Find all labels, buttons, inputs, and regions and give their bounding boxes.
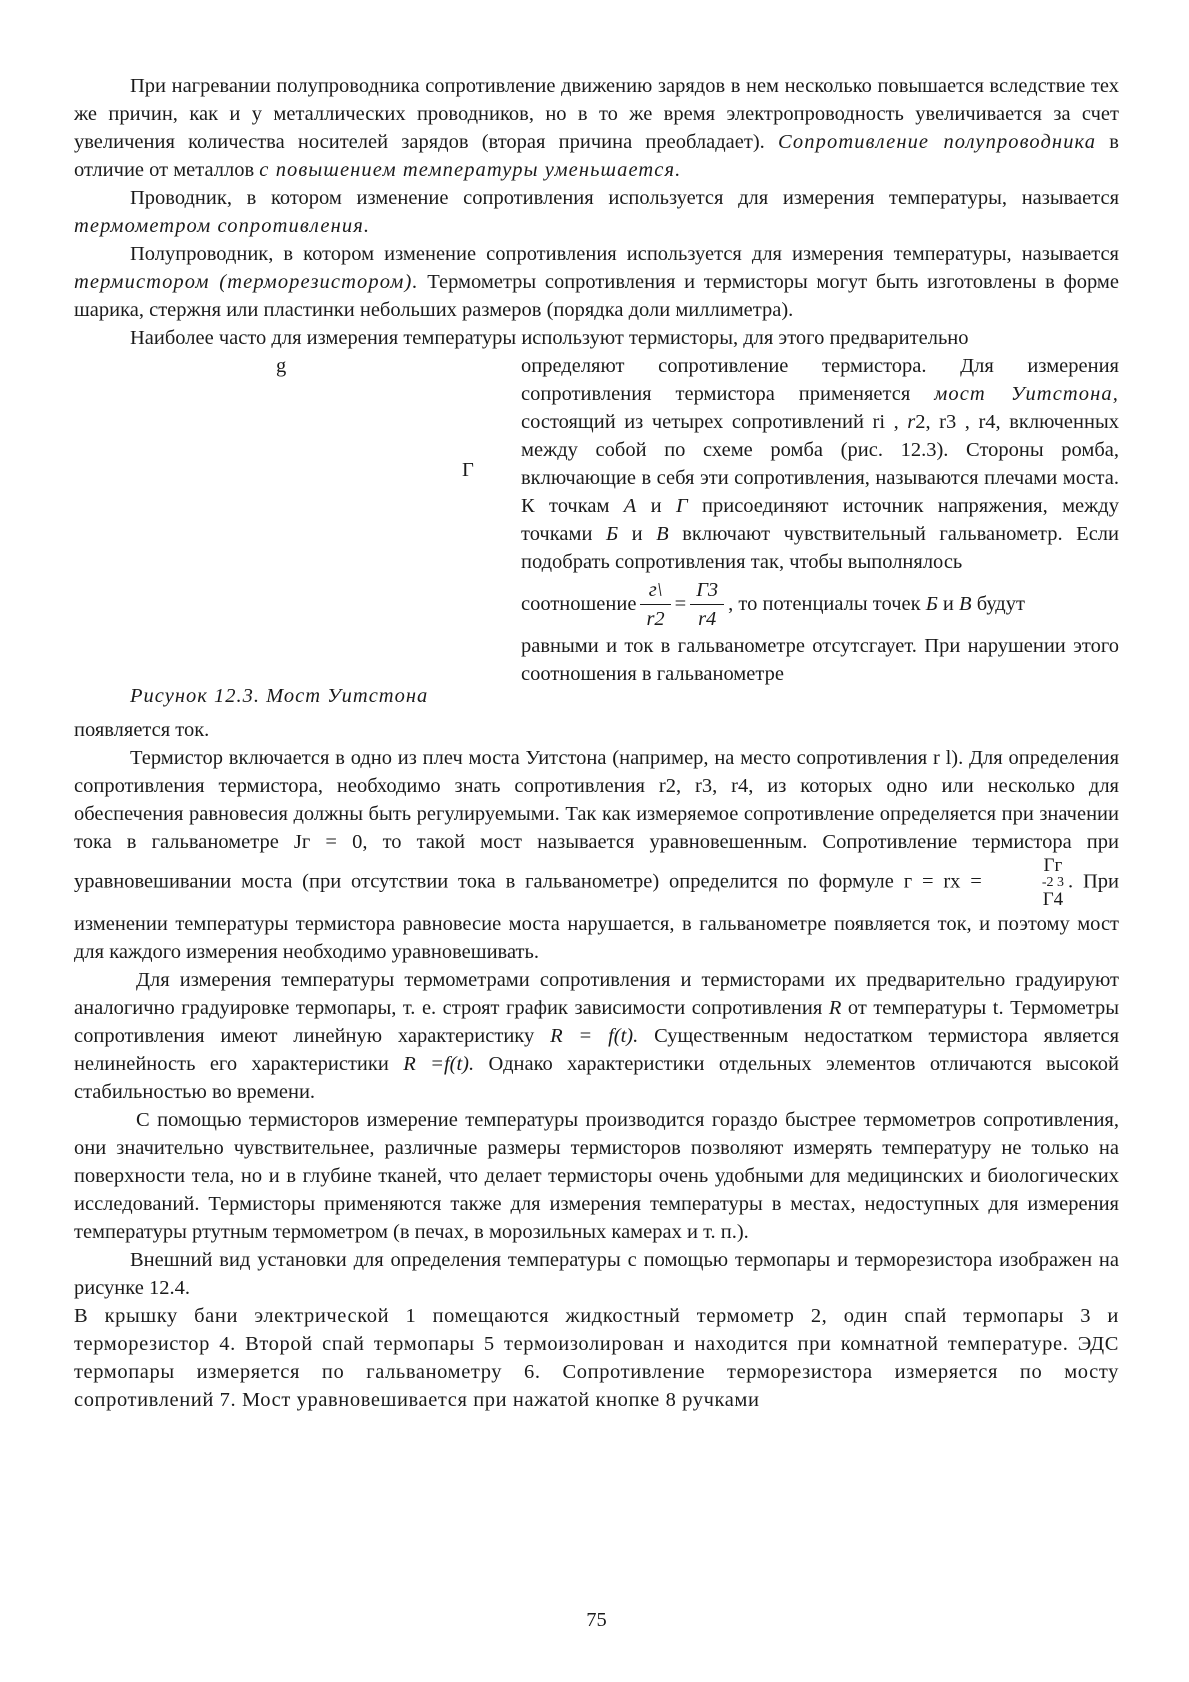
- emphasis: Г: [675, 495, 688, 517]
- emphasis: А: [623, 495, 637, 517]
- fraction-numerator: г\: [648, 578, 663, 601]
- text: Существенным недостатком термистора является нелинейность его характеристики: [74, 1025, 1119, 1075]
- thermistor-formula: [986, 856, 1064, 910]
- figure-block: [74, 352, 1119, 716]
- emphasis: R = f(t).: [550, 1025, 639, 1047]
- figure-side-text: [521, 352, 1119, 688]
- paragraph-10: В крышку бани электрической 1 помещаются жидкостный термометр 2, один спай термопары 3 и терморезистор 4. Второй спай термопары 5 термоизолирован и находится при комнатной температуре. ЭДС термопары измеряется по гальванометру 6. Сопротивление терморезистора измеряется по мосту сопротивлений 7. Мост уравновешивается при нажатой кнопке 8 ручками: [74, 1305, 1119, 1411]
- formula-bottom: Г4: [1042, 889, 1064, 910]
- text: включают чувствительный гальванометр. Если подобрать сопротивления так, чтобы выполнялось: [521, 523, 1119, 573]
- figure-label-g: g: [276, 355, 287, 377]
- figure-12-3: [74, 352, 514, 716]
- formula-top: Гг: [1043, 855, 1063, 876]
- emphasis: Сопротивление полупроводника: [778, 131, 1097, 153]
- text: . При изменении температуры термистора равновесие моста нарушается, в гальванометре появляется ток, и поэтому мост для каждого измерения необходимо уравновешивать.: [74, 870, 1120, 963]
- paragraph-3: [74, 240, 1119, 324]
- fraction-numerator: Г3: [696, 578, 719, 601]
- text: 2, r3 , r4, включенных между собой по схеме ромба (рис. 12.3). Стороны ромба, включающие в себя эти сопротивления, называются плечами моста. К точкам: [521, 411, 1119, 517]
- text: Термометры сопротивления и термисторы могут быть изготовлены в форме шарика, стержня или пластинки небольших размеров (порядка доли миллиметра).: [74, 271, 1119, 321]
- formula-lhs: г = rx =: [903, 870, 982, 893]
- emphasis: В: [959, 593, 972, 615]
- fraction-r3-r4: [690, 579, 724, 630]
- ratio-line: [521, 576, 1119, 632]
- paragraph-1: [74, 72, 1119, 184]
- paragraph-8: С помощью термисторов измерение температуры производится гораздо быстрее термометров сопротивления, они значительно чувствительнее, различные размеры термисторов позволяют измерять температуру не только на поверхности тела, но и в глубине тканей, что делает термисторы очень удобными для медицинских и биологических исследований. Термисторы применяются также для измерения температуры в местах, недоступных для измерения температуры ртутным термометром (в печах, в морозильных камерах и т. п.).: [74, 1109, 1119, 1243]
- text: Проводник, в котором изменение сопротивления используется для измерения температуры, называется: [130, 187, 1119, 209]
- text: и: [618, 523, 657, 545]
- paragraph-4: Наиболее часто для измерения температуры используют термисторы, для этого предварительно: [130, 327, 969, 349]
- fraction-denominator: r4: [698, 607, 717, 630]
- text: и: [636, 495, 676, 517]
- text: При нагревании полупроводника сопротивление движению зарядов в нем несколько повышается вследствие тех же причин, как и у металлических проводников, но в то же время электропроводность увеличивается за счет увеличения количества носителей зарядов (вторая причина преобладает).: [74, 75, 1119, 153]
- text: состоящий из четырех сопротивлений ri ,: [521, 411, 908, 433]
- side-paragraph-end: равными и ток в гальванометре отсутсгаует. При нарушении этого соотношения в гальванометре: [521, 635, 1119, 685]
- paragraph-9: Внешний вид установки для определения температуры с помощью термопары и терморезистора изображен на рисунке 12.4.: [74, 1249, 1119, 1299]
- emphasis: В: [656, 523, 669, 545]
- text: в отличие от металлов: [74, 131, 1119, 181]
- text: Термистор включается в одно из плеч моста Уитстона (например, на место сопротивления r l). Для определения сопротивления термистора, необходимо знать сопротивления r2, r3, r4, из которых одно или несколько для обеспечения равновесия должны быть регулируемыми. Так как измеряемое сопротивление определяется при значении тока в гальванометре Jг = 0, то такой мост называется уравновешенным. Сопротивление термистора при уравновешивании моста (при отсутствии тока в гальванометре) определится по формуле: [74, 747, 1119, 893]
- emphasis: Б: [605, 523, 619, 545]
- fraction-bar: [640, 604, 670, 605]
- emphasis: термистором (терморезистором).: [74, 271, 419, 293]
- emphasis: r: [907, 411, 916, 433]
- paragraph-6: [74, 744, 1119, 966]
- equals-sign: =: [674, 593, 687, 615]
- paragraph-7: [74, 966, 1119, 1106]
- text: определяют сопротивление термистора. Для измерения сопротивления термистора применяется: [521, 355, 1119, 405]
- figure-caption: Рисунок 12.3. Мост Уитстона: [130, 685, 429, 707]
- emphasis: R: [828, 997, 842, 1019]
- emphasis: мост Уитстона,: [934, 383, 1120, 405]
- formula-middle: -2 3: [1041, 875, 1065, 890]
- emphasis: термометром сопротивления.: [74, 215, 371, 237]
- text: от температуры t. Термометры сопротивления имеют линейную характеристику: [74, 997, 1120, 1047]
- side-paragraph: [521, 352, 1119, 576]
- fraction-denominator: r2: [646, 607, 665, 630]
- ratio-label: соотношение: [521, 593, 637, 615]
- paragraph-5: появляется ток.: [74, 719, 210, 741]
- fraction-r1-r2: [640, 579, 670, 630]
- text: Однако характеристики отдельных элементов отличаются высокой стабильностью во времени.: [74, 1053, 1119, 1103]
- text: и: [937, 593, 960, 615]
- text: , то потенциалы точек: [728, 593, 926, 615]
- document-page: [74, 72, 1119, 1632]
- emphasis: с повышением температуры уменьшается.: [259, 159, 682, 181]
- figure-label-ge: Г: [462, 459, 474, 481]
- emphasis: Б: [925, 593, 938, 615]
- text: присоединяют источник напряжения, между точками: [521, 495, 1119, 545]
- emphasis: R =f(t).: [403, 1053, 475, 1075]
- text: Полупроводник, в котором изменение сопротивления используется для измерения температуры, называется: [130, 243, 1119, 265]
- fraction-bar: [690, 604, 724, 605]
- paragraph-2: [74, 184, 1119, 240]
- text: Для измерения температуры термометрами сопротивления и термисторами их предварительно градуируют аналогично градуировке термопары, т. е. строят график зависимости сопротивления: [74, 969, 1119, 1019]
- text: будут: [971, 593, 1025, 615]
- page-number: 75: [586, 1609, 607, 1631]
